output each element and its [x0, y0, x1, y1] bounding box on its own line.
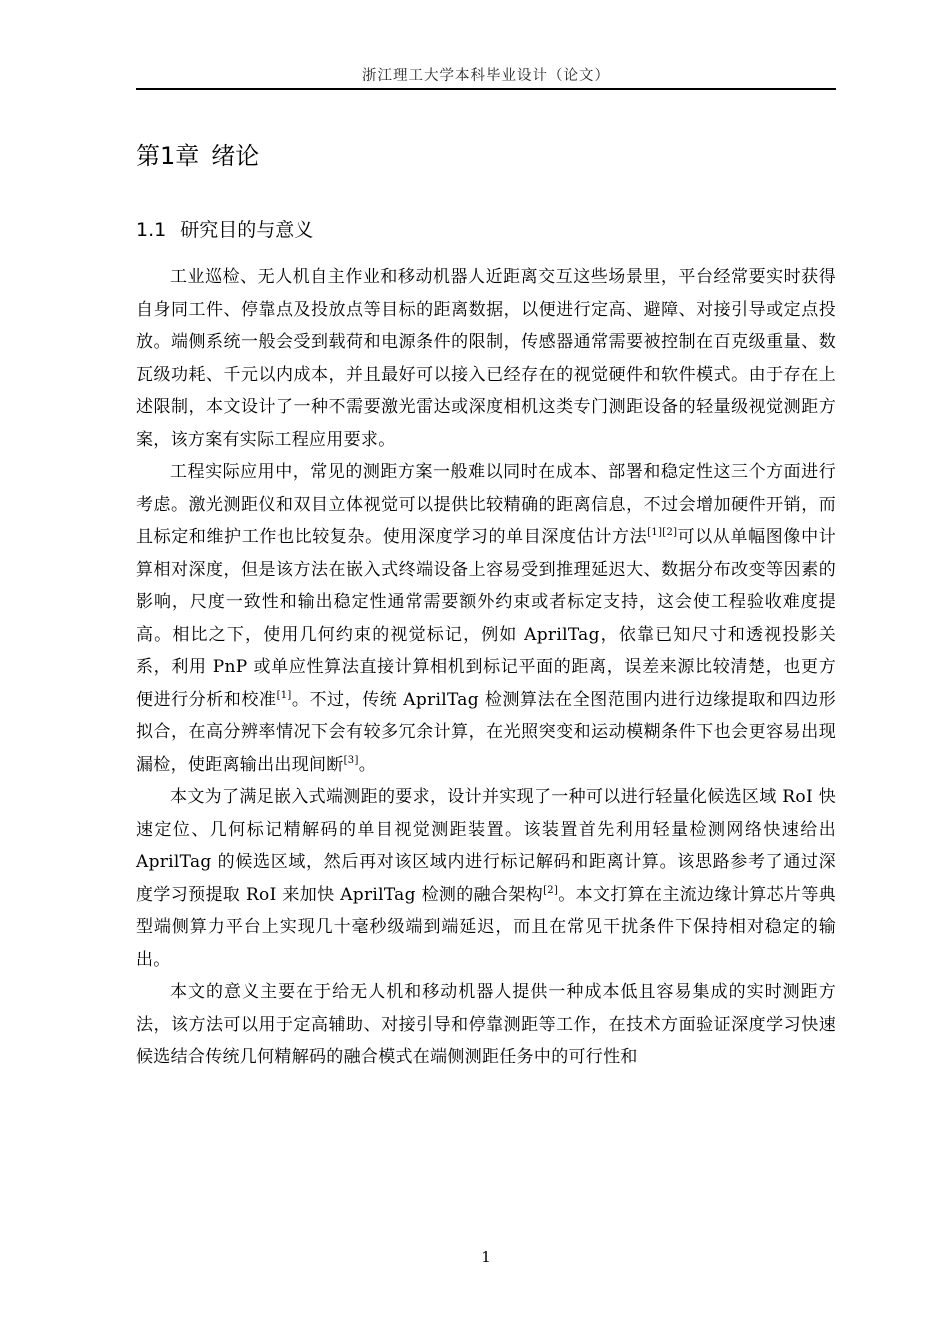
paragraph-text: 。本文打算在主流边缘计算芯片等典型端侧算力平台上实现几十毫秒级端到端延迟，而且在常见干扰条件下保持相对稳定的输出。: [136, 884, 836, 970]
header-rule: [136, 88, 836, 90]
paragraph: [136, 261, 836, 456]
page-number: 1: [481, 1248, 491, 1266]
paragraph-text: 工程实际应用中，常见的测距方案一般难以同时在成本、部署和稳定性这三个方面进行考虑。激光测距仪和双目立体视觉可以提供比较精确的距离信息，不过会增加硬件开销，而且标定和维护工作也比较复杂。使用深度学习的单目深度估计方法: [136, 462, 836, 547]
citation-ref: [2]: [543, 884, 559, 896]
chapter-title: 绪论: [211, 142, 260, 170]
section-title: 研究目的与意义: [180, 219, 314, 241]
body-text: [136, 261, 836, 1074]
paragraph-text: 工业巡检、无人机自主作业和移动机器人近距离交互这些场景里，平台经常要实时获得自身同工件、停靠点及投放点等目标的距离数据，以便进行定高、避障、对接引导或定点投放。端侧系统一般会受到载荷和电源条件的限制，传感器通常需要被控制在百克级重量、数瓦级功耗、千元以内成本，并且最好可以接入已经存在的视觉硬件和软件模式。由于存在上述限制，本文设计了一种不需要激光雷达或深度相机这类专门测距设备的轻量级视觉测距方案，该方案有实际工程应用要求。: [136, 267, 836, 450]
paragraph: [136, 976, 836, 1074]
citation-ref: [1]: [276, 689, 292, 701]
chapter-heading: [136, 136, 259, 171]
paragraph-text: 。不过，传统 AprilTag 检测算法在全图范围内进行边缘提取和四边形拟合，在高分辨率情况下会有较多冗余计算，在光照突变和运动模糊条件下也会更容易出现漏检，使距离输出出现间断: [136, 689, 836, 775]
running-header: 浙江理工大学本科毕业设计（论文）: [362, 68, 610, 84]
paragraph-text: 。: [358, 754, 376, 775]
citation-ref: [1][2]: [647, 527, 678, 538]
section-heading: [136, 215, 313, 242]
paragraph: [136, 781, 836, 976]
paragraph-text: 本文的意义主要在于给无人机和移动机器人提供一种成本低且容易集成的实时测距方法，该方法可以用于定高辅助、对接引导和停靠测距等工作，在技术方面验证深度学习快速候选结合传统几何精解码的融合模式在端侧测距任务中的可行性和: [136, 982, 836, 1067]
section-number: 1.1: [136, 219, 167, 241]
chapter-number: 第1章: [136, 142, 200, 170]
citation-ref: [3]: [343, 754, 359, 766]
paragraph-text: 可以从单幅图像中计算相对深度，但是该方法在嵌入式终端设备上容易受到推理延迟大、数据分布改变等因素的影响，尺度一致性和输出稳定性通常需要额外约束或者标定支持，这会使工程验收难度提高。相比之下，使用几何约束的视觉标记，例如 AprilTag，依靠已知尺寸和透视投影关系，利用 PnP 或单应性算法直接计算相机到标记平面的距离，误差来源比较清楚，也更方便进行分析和校准: [136, 527, 836, 710]
paragraph: [136, 456, 836, 781]
paragraph-text: 本文为了满足嵌入式端测距的要求，设计并实现了一种可以进行轻量化候选区域 RoI 快速定位、几何标记精解码的单目视觉测距装置。该装置首先利用轻量检测网络快速给出 AprilTag 的候选区域，然后再对该区域内进行标记解码和距离计算。该思路参考了通过深度学习预提取 RoI 来加快 AprilTag 检测的融合架构: [136, 787, 836, 905]
